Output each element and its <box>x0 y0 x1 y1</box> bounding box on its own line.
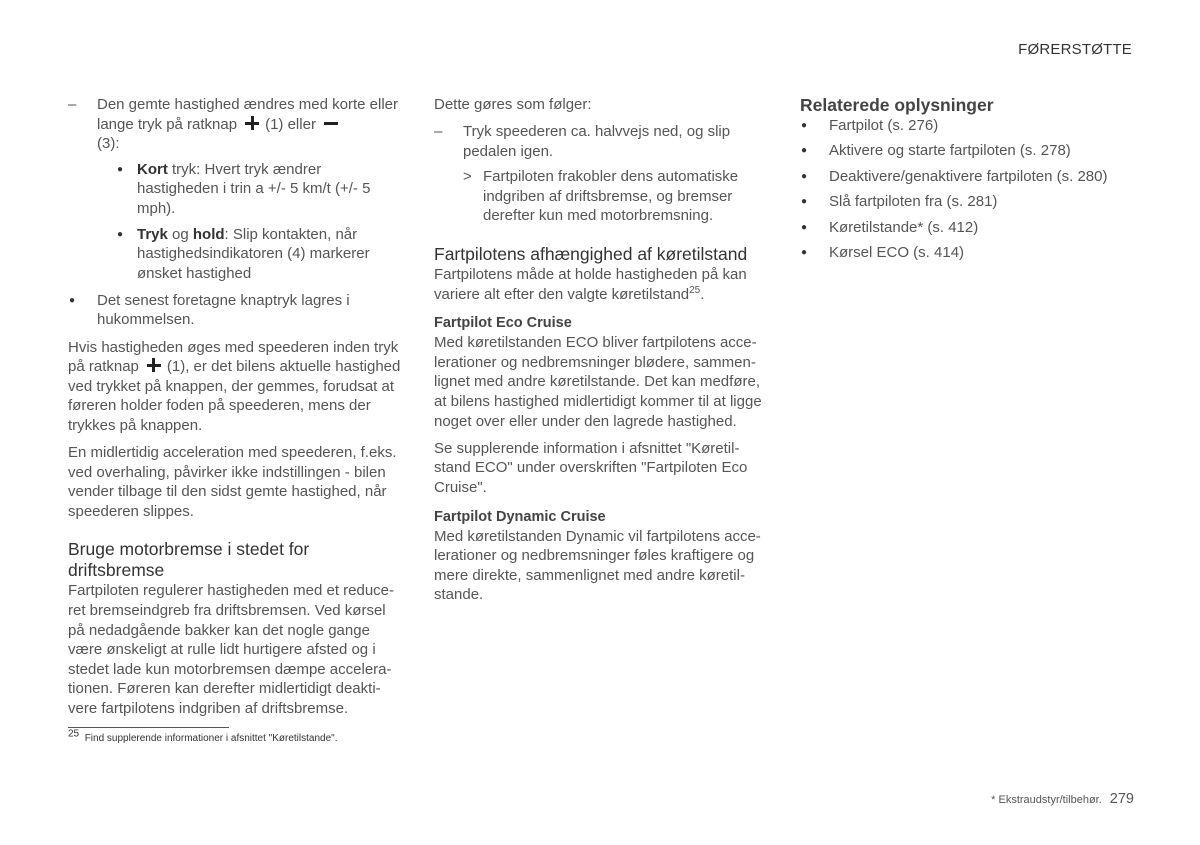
paragraph: Dette gøres som følger: <box>434 96 592 113</box>
page-footer <box>991 790 1134 807</box>
page-number: 279 <box>1109 791 1134 807</box>
footnote-number: 25 <box>68 728 80 740</box>
result-item: > Fartpiloten frakobler dens automatiske indgriben af driftsbremse, og bremser derefter kun med motorbremsning. <box>463 167 767 226</box>
item-text: tryk: Hvert tryk ændrer hastigheden i trin a +/- 5 km/t (+/- 5 mph). <box>137 160 371 217</box>
list-item <box>117 225 401 284</box>
step-text: (3): <box>97 135 120 153</box>
paragraph-text: Fartpilotens måde at holde hastigheden på kan variere alt efter den valgte køretilstand <box>434 266 747 303</box>
plus-button-icon <box>147 358 161 372</box>
paragraph-text: . <box>700 285 705 303</box>
paragraph-text: (1), er det bilens aktuelle hastighed ved trykket på knappen, der gemmes, forudsat at føreren holder foden på speederen, mens der trykkes på knappen. <box>68 358 401 434</box>
list-item: ● Det senest foretagne knaptryk lagres i hukommelsen. <box>68 291 401 330</box>
list-item <box>117 160 401 219</box>
instruction-step <box>434 122 767 226</box>
paragraph <box>68 338 401 436</box>
related-links <box>800 116 1140 268</box>
extra-equipment-note: * Ekstraudstyr/tilbehør. <box>991 794 1102 806</box>
column-middle <box>434 95 767 612</box>
paragraph: Se supplerende information i afsnittet "Køretilstand ECO" under overskriften "Fartpiloten Eco Cruise". <box>434 439 748 496</box>
minus-button-icon <box>324 116 338 130</box>
footnote-ref: 25 <box>689 284 701 296</box>
section-header: FØRERSTØTTE <box>1018 41 1132 58</box>
related-link[interactable]: ● Slå fartpiloten fra (s. 281) <box>800 192 1140 217</box>
related-link[interactable]: ● Køretilstande* (s. 412) <box>800 218 1140 243</box>
term: hold <box>192 225 225 243</box>
section-heading: Bruge motorbremse i stedet for driftsbremse <box>68 539 310 581</box>
item-text: : Slip kontakten, når hastighedsindikatoren (4) markerer ønsket hastighed <box>137 225 370 282</box>
step-text: (1) eller <box>265 115 316 133</box>
column-left <box>68 95 401 726</box>
term: Tryk <box>137 225 168 243</box>
item-text: og <box>167 225 193 243</box>
related-heading: Relaterede oplysninger <box>800 95 994 115</box>
sub-list <box>97 160 401 284</box>
related-link[interactable]: ● Deaktivere/genaktivere fartpiloten (s. 280) <box>800 167 1140 192</box>
paragraph: Med køretilstanden Dynamic vil fartpilotens accelerationer og nedbremsninger føles kraftigere og mere direkte, sammenlignet med andre køretilstande. <box>434 527 761 604</box>
instruction-step <box>68 95 401 283</box>
step-text: Tryk speederen ca. halvvejs ned, og slip pedalen igen. <box>463 123 731 160</box>
related-link[interactable]: ● Fartpilot (s. 276) <box>800 116 1140 141</box>
section-heading: Fartpilotens afhængighed af køretilstand <box>434 244 748 265</box>
subsection-heading: Fartpilot Eco Cruise <box>434 315 572 332</box>
footnote-divider <box>68 727 229 728</box>
paragraph <box>434 265 767 304</box>
paragraph: En midlertidig acceleration med speederen, f.eks. ved overhaling, påvirker ikke indstillingen - bilen vender tilbage til den sidst gemte hastighed, når speederen slippes. <box>68 444 397 520</box>
step-text: Den gemte hastighed ændres med korte eller lange tryk på ratknap <box>97 96 398 133</box>
footnote-text: Find supplerende informationer i afsnittet "Køretilstande". <box>84 733 338 744</box>
plus-button-icon <box>245 116 259 130</box>
paragraph: Fartpiloten regulerer hastigheden med et reduceret bremseindgreb fra driftsbremsen. Ved kørsel på nedadgående bakker kan det nogle gange være ønskeligt at rulle lidt hurtigere afsted og i stedet lade kun motorbremsen dæmpe accelerationen. Føreren kan derefter midlertidigt deaktivere fartpilotens indgriben af driftsbremse. <box>68 582 395 717</box>
subsection-heading: Fartpilot Dynamic Cruise <box>434 508 606 525</box>
related-link[interactable]: ● Kørsel ECO (s. 414) <box>800 243 1140 268</box>
related-link[interactable]: ● Aktivere og starte fartpiloten (s. 278) <box>800 141 1140 166</box>
column-right <box>800 95 1140 268</box>
paragraph: Med køretilstanden ECO bliver fartpilotens accelerationer og nedbremsninger blødere, sammenlignet med andre køretilstande. Det kan medføre, at bilens hastighed midlertidigt kommer til at ligge noget over eller under den lagrede hastighed. <box>434 334 762 430</box>
paragraph-text: Hvis hastigheden øges med speederen inden tryk på ratknap <box>68 338 399 376</box>
footnote <box>68 728 338 744</box>
term: Kort <box>137 160 168 178</box>
